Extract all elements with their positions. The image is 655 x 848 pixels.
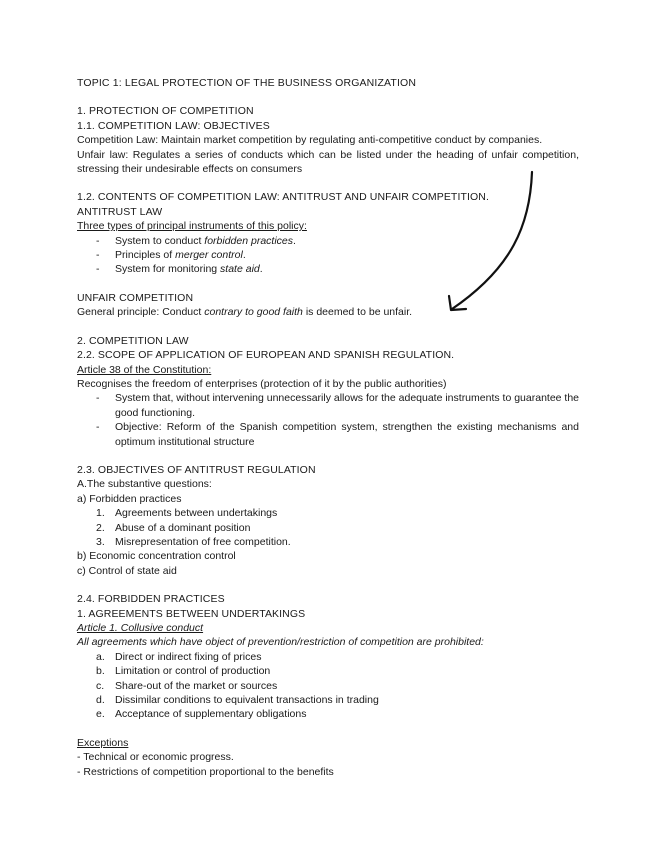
list-item: - System to conduct forbidden practices. [77, 234, 579, 248]
heading-agreements-between-undertakings: 1. AGREEMENTS BETWEEN UNDERTAKINGS [77, 607, 306, 620]
types-of-instruments: Three types of principal instruments of this policy: [77, 220, 307, 233]
list-item: - System for monitoring state aid. [77, 262, 579, 276]
list-item: b. Limitation or control of production [96, 665, 271, 678]
list-item: 3. Misrepresentation of free competition. [96, 535, 291, 548]
all-agreements-prohibited: All agreements which have object of prevention/restriction of competition are prohibited: [77, 636, 484, 649]
list-item: - Objective: Reform of the Spanish competition system, strengthen the existing mechanisms and optimum institutional structure [77, 420, 579, 449]
article-38: Article 38 of the Constitution: [77, 363, 212, 376]
heading-competition-law: 2. COMPETITION LAW [77, 334, 189, 347]
paragraph-recognises: Recognises the freedom of enterprises (protection of it by the public authorities) [77, 377, 447, 390]
list-item: - Principles of merger control. [77, 248, 579, 262]
substantive-questions: A.The substantive questions: [77, 478, 212, 491]
subheading-competition-law-objectives: 1.1. COMPETITION LAW: OBJECTIVES [77, 119, 270, 132]
list-item: a. Direct or indirect fixing of prices [96, 650, 262, 663]
list-item: - System that, without intervening unnecessarily allows for the adequate instruments to guarantee the good functioning. [77, 391, 579, 420]
economic-concentration-control: b) Economic concentration control [77, 550, 236, 563]
exception-technical-progress: - Technical or economic progress. [77, 751, 234, 764]
control-of-state-aid: c) Control of state aid [77, 564, 177, 577]
article-1-collusive-conduct: Article 1. Collusive conduct [77, 622, 204, 634]
list-item: 2. Abuse of a dominant position [96, 521, 251, 534]
exception-proportional-restrictions: - Restrictions of competition proportional to the benefits [77, 765, 334, 778]
instruments-list [77, 234, 579, 277]
document-page [77, 76, 579, 779]
document-title: TOPIC 1: LEGAL PROTECTION OF THE BUSINESS ORGANIZATION [77, 77, 417, 89]
list-item: d. Dissimilar conditions to equivalent transactions in trading [96, 694, 379, 707]
constitution-list [77, 391, 579, 449]
general-principle: General principle: Conduct contrary to good faith is deemed to be unfair. [77, 306, 413, 319]
paragraph-unfair-law: Unfair law: Regulates a series of conducts which can be listed under the heading of unfair competition, stressing their undesirable effects on consumers [77, 148, 579, 176]
heading-forbidden-practices: 2.4. FORBIDDEN PRACTICES [77, 593, 225, 606]
heading-protection-of-competition: 1. PROTECTION OF COMPETITION [77, 105, 254, 118]
heading-antitrust-law: ANTITRUST LAW [77, 205, 163, 218]
heading-unfair-competition: UNFAIR COMPETITION [77, 291, 194, 304]
exceptions-heading: Exceptions [77, 736, 129, 749]
paragraph-competition-law: Competition Law: Maintain market competition by regulating anti-competitive conduct by companies. [77, 134, 543, 147]
list-item: 1. Agreements between undertakings [96, 507, 278, 520]
list-item: c. Share-out of the market or sources [96, 679, 278, 692]
forbidden-practices-label: a) Forbidden practices [77, 492, 182, 505]
prohibited-agreements-list [77, 650, 579, 722]
heading-contents-of-competition-law: 1.2. CONTENTS OF COMPETITION LAW: ANTITRUST AND UNFAIR COMPETITION. [77, 191, 489, 204]
forbidden-practices-list [77, 506, 579, 549]
heading-objectives-of-antitrust: 2.3. OBJECTIVES OF ANTITRUST REGULATION [77, 463, 316, 476]
list-item: e. Acceptance of supplementary obligations [96, 708, 307, 721]
heading-scope-of-application: 2.2. SCOPE OF APPLICATION OF EUROPEAN AND SPANISH REGULATION. [77, 349, 455, 362]
